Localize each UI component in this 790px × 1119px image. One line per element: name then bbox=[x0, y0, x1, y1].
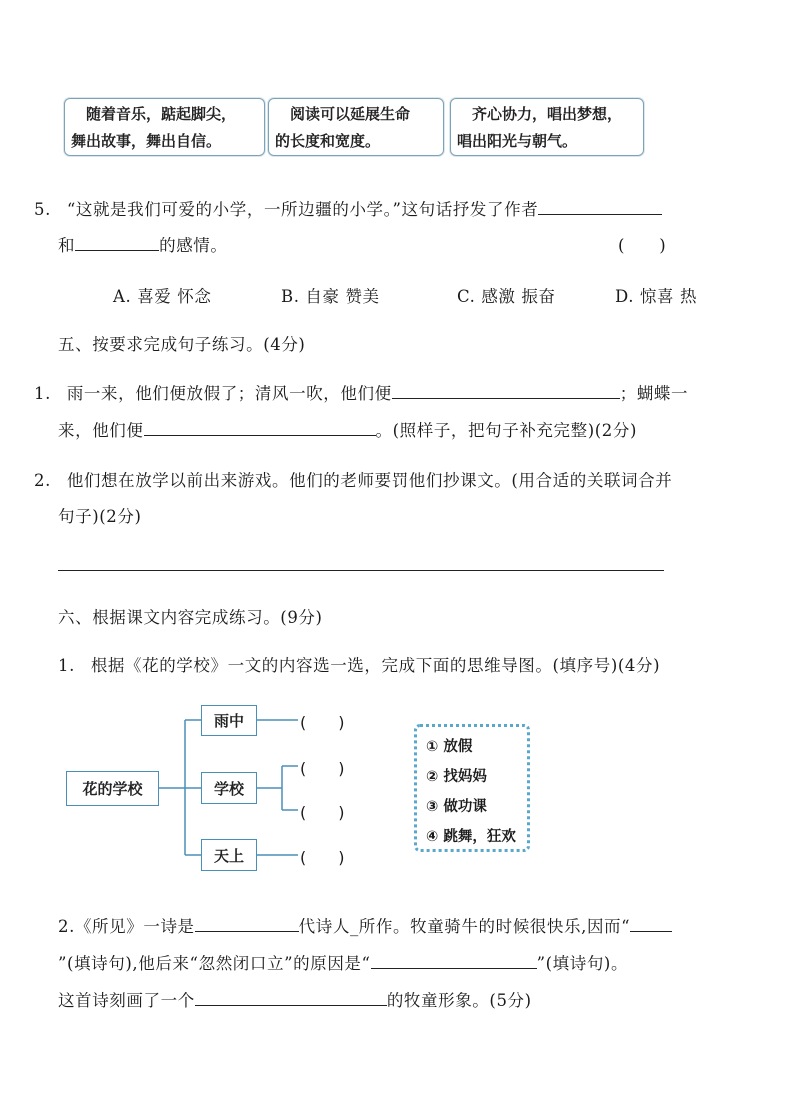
choice-3: ③ 做功课 bbox=[426, 799, 487, 815]
question-number: 1. bbox=[58, 656, 75, 675]
answer-blank[interactable] bbox=[195, 988, 387, 1006]
box-line: 唱出阳光与朝气。 bbox=[457, 132, 578, 150]
mindmap-answer-paren[interactable]: ( ) bbox=[300, 803, 345, 822]
question-text: 这首诗刻画了一个 bbox=[58, 991, 195, 1010]
section-6-q2 bbox=[58, 913, 672, 937]
question-text: 代诗人_所作。牧童骑牛的时候很快乐,因而“ bbox=[298, 917, 631, 936]
option-d[interactable]: D. 惊喜 热 bbox=[615, 287, 698, 306]
question-text: 。(照样子，把句子补充完整)(2分) bbox=[375, 421, 638, 440]
option-a[interactable]: A. 喜爱 怀念 bbox=[113, 287, 212, 306]
section-6-q2-line2 bbox=[58, 950, 628, 974]
answer-blank[interactable] bbox=[371, 951, 537, 969]
answer-blank[interactable] bbox=[195, 914, 299, 932]
option-b[interactable]: B. 自豪 赞美 bbox=[281, 287, 380, 306]
section-5-title: 五、按要求完成句子练习。(4分) bbox=[58, 335, 306, 354]
mindmap-branch-sky: 天上 bbox=[201, 839, 257, 871]
question-text: 2.《所见》一诗是 bbox=[58, 917, 195, 936]
option-c[interactable]: C. 感激 振奋 bbox=[457, 287, 556, 306]
and-text: 和 bbox=[58, 236, 76, 255]
choice-1: ① 放假 bbox=[426, 739, 473, 755]
box-line: 阅读可以延展生命 bbox=[275, 105, 411, 123]
mindmap-answer-paren[interactable]: ( ) bbox=[300, 713, 345, 732]
box-line: 齐心协力，唱出梦想， bbox=[457, 105, 623, 123]
question-text: “这就是我们可爱的小学，一所边疆的小学。”这句话抒发了作者 bbox=[66, 200, 539, 219]
question-number: 1. bbox=[34, 384, 51, 403]
question-text: 的感情。 bbox=[159, 236, 228, 255]
question-text: ”(填诗句),他后来“忽然闭口立”的原因是“ bbox=[58, 954, 371, 973]
question-text: 他们想在放学以前出来游戏。他们的老师要罚他们抄课文。(用合适的关联词合并 bbox=[66, 471, 673, 490]
section-5-q2-line2: 句子)(2分) bbox=[58, 507, 142, 526]
mindmap-root: 花的学校 bbox=[66, 771, 159, 806]
section-6-title: 六、根据课文内容完成练习。(9分) bbox=[58, 608, 323, 627]
mindmap-branch-rain: 雨中 bbox=[201, 705, 257, 736]
mindmap-answer-paren[interactable]: ( ) bbox=[300, 848, 345, 867]
question-text: ；蝴蝶一 bbox=[619, 384, 689, 403]
box-line: 随着音乐，踮起脚尖， bbox=[71, 105, 237, 123]
question-text: 来，他们便 bbox=[58, 421, 144, 440]
question-text: 根据《花的学校》一文的内容选一选，完成下面的思维导图。(填序号)(4分) bbox=[90, 656, 661, 675]
box-line: 的长度和宽度。 bbox=[275, 132, 381, 150]
question-text: ”(填诗句)。 bbox=[536, 954, 629, 973]
box-line: 舞出故事，舞出自信。 bbox=[71, 132, 222, 150]
question-text: 的牧童形象。(5分) bbox=[386, 991, 532, 1010]
question-number: 5. bbox=[34, 200, 51, 219]
question-text: 雨一来，他们便放假了；清风一吹，他们便 bbox=[66, 384, 392, 403]
choices-box bbox=[414, 724, 530, 852]
answer-paren[interactable]: ( ) bbox=[618, 236, 667, 255]
section-6-q2-line3 bbox=[58, 987, 532, 1011]
choice-4: ④ 跳舞，狂欢 bbox=[426, 829, 516, 845]
answer-blank[interactable] bbox=[630, 914, 672, 932]
question-number: 2. bbox=[34, 471, 51, 490]
choice-2: ② 找妈妈 bbox=[426, 769, 487, 785]
mindmap-answer-paren[interactable]: ( ) bbox=[300, 759, 345, 778]
mindmap-branch-school: 学校 bbox=[201, 772, 257, 804]
